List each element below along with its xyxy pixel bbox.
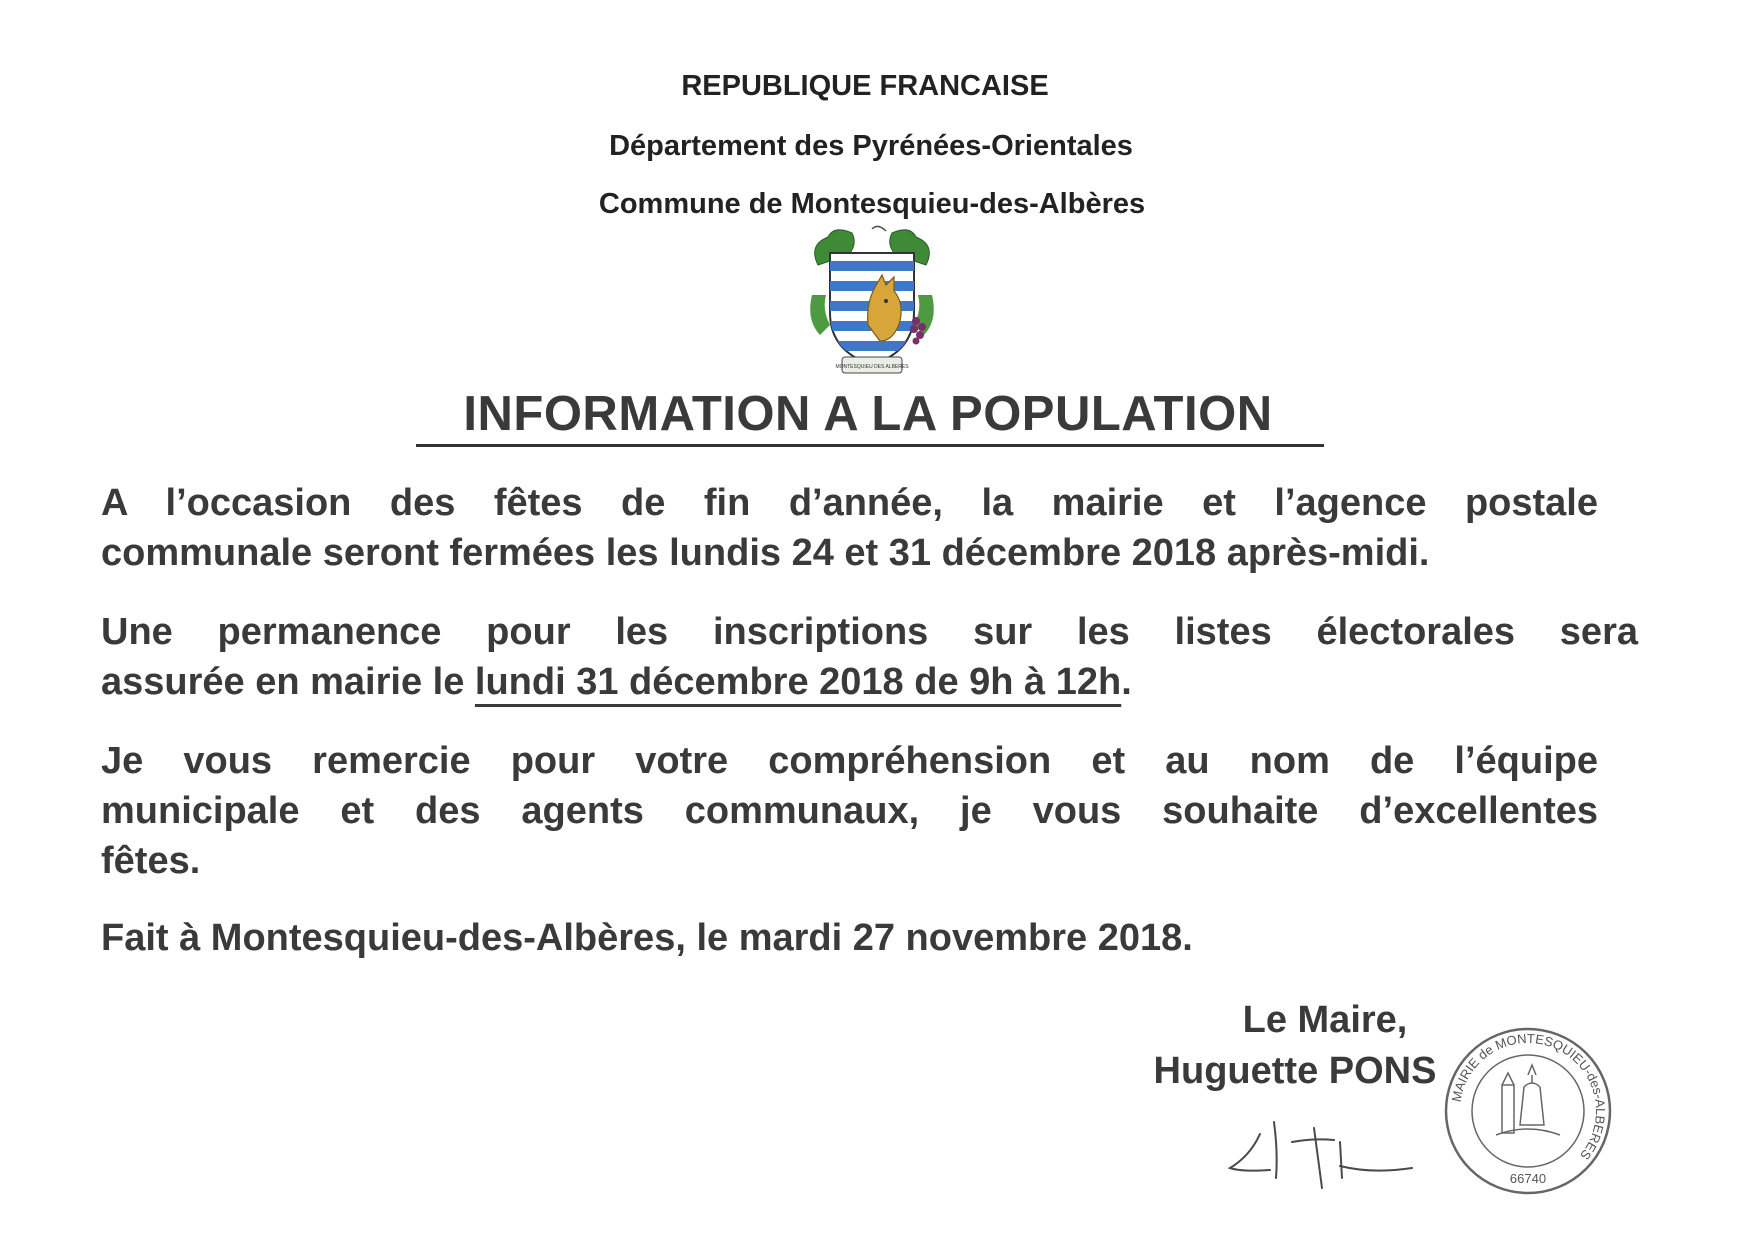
crest-banner-text: MONTESQUIEU DES ALBERES [835, 364, 909, 370]
title-underline [416, 444, 1324, 447]
closing-line [101, 913, 1193, 963]
page-title: INFORMATION A LA POPULATION [463, 387, 1273, 441]
paragraph-thanks-line2: municipale et des agents communaux, je vous souhaite d’excellentes [101, 790, 1598, 832]
closing-text: Fait à Montesquieu-des-Albères, le mardi 27 novembre 2018. [101, 917, 1193, 959]
signature-role: Le Maire, [1242, 999, 1408, 1041]
stamp-postal-code: 66740 [1509, 1171, 1547, 1186]
paragraph-thanks [101, 736, 1598, 886]
paragraph-closure [101, 478, 1598, 578]
paragraph-thanks-line3: fêtes. [101, 840, 201, 882]
coat-of-arms-icon [808, 225, 936, 377]
handwritten-signature [1222, 1112, 1422, 1202]
crest-leaf-left-low [810, 295, 830, 335]
signature-block [1130, 995, 1460, 1097]
header-republique: REPUBLIQUE FRANCAISE [681, 70, 1049, 102]
crest-vine [872, 226, 886, 231]
header-departement: Département des Pyrénées-Orientales [609, 130, 1133, 162]
header-commune: Commune de Montesquieu-des-Albères [598, 188, 1146, 220]
permanence-prefix: assurée en mairie le [101, 661, 475, 703]
paragraph-thanks-line1: Je vous remercie pour votre compréhension et au nom de l’équipe [101, 740, 1598, 782]
permanence-suffix: . [1121, 661, 1132, 703]
stamp-emblem [1496, 1065, 1560, 1135]
paragraph-closure-line2: communale seront fermées les lundis 24 et 31 décembre 2018 après-midi. [101, 532, 1430, 574]
stamp-ring-text: MAIRIE de MONTESQUIEU-des-ALBERES [1448, 1030, 1609, 1163]
paragraph-permanence [101, 607, 1638, 707]
paragraph-closure-line1: A l’occasion des fêtes de fin d’année, la mairie et l’agence postale [101, 482, 1598, 524]
official-stamp-icon [1442, 1025, 1614, 1197]
paragraph-permanence-line2 [101, 657, 1638, 707]
paragraph-permanence-line1: Une permanence pour les inscriptions sur les listes électorales sera [101, 611, 1638, 653]
permanence-date-highlight: lundi 31 décembre 2018 de 9h à 12h [474, 661, 1122, 703]
signature-name: Huguette PONS [1153, 1050, 1437, 1092]
